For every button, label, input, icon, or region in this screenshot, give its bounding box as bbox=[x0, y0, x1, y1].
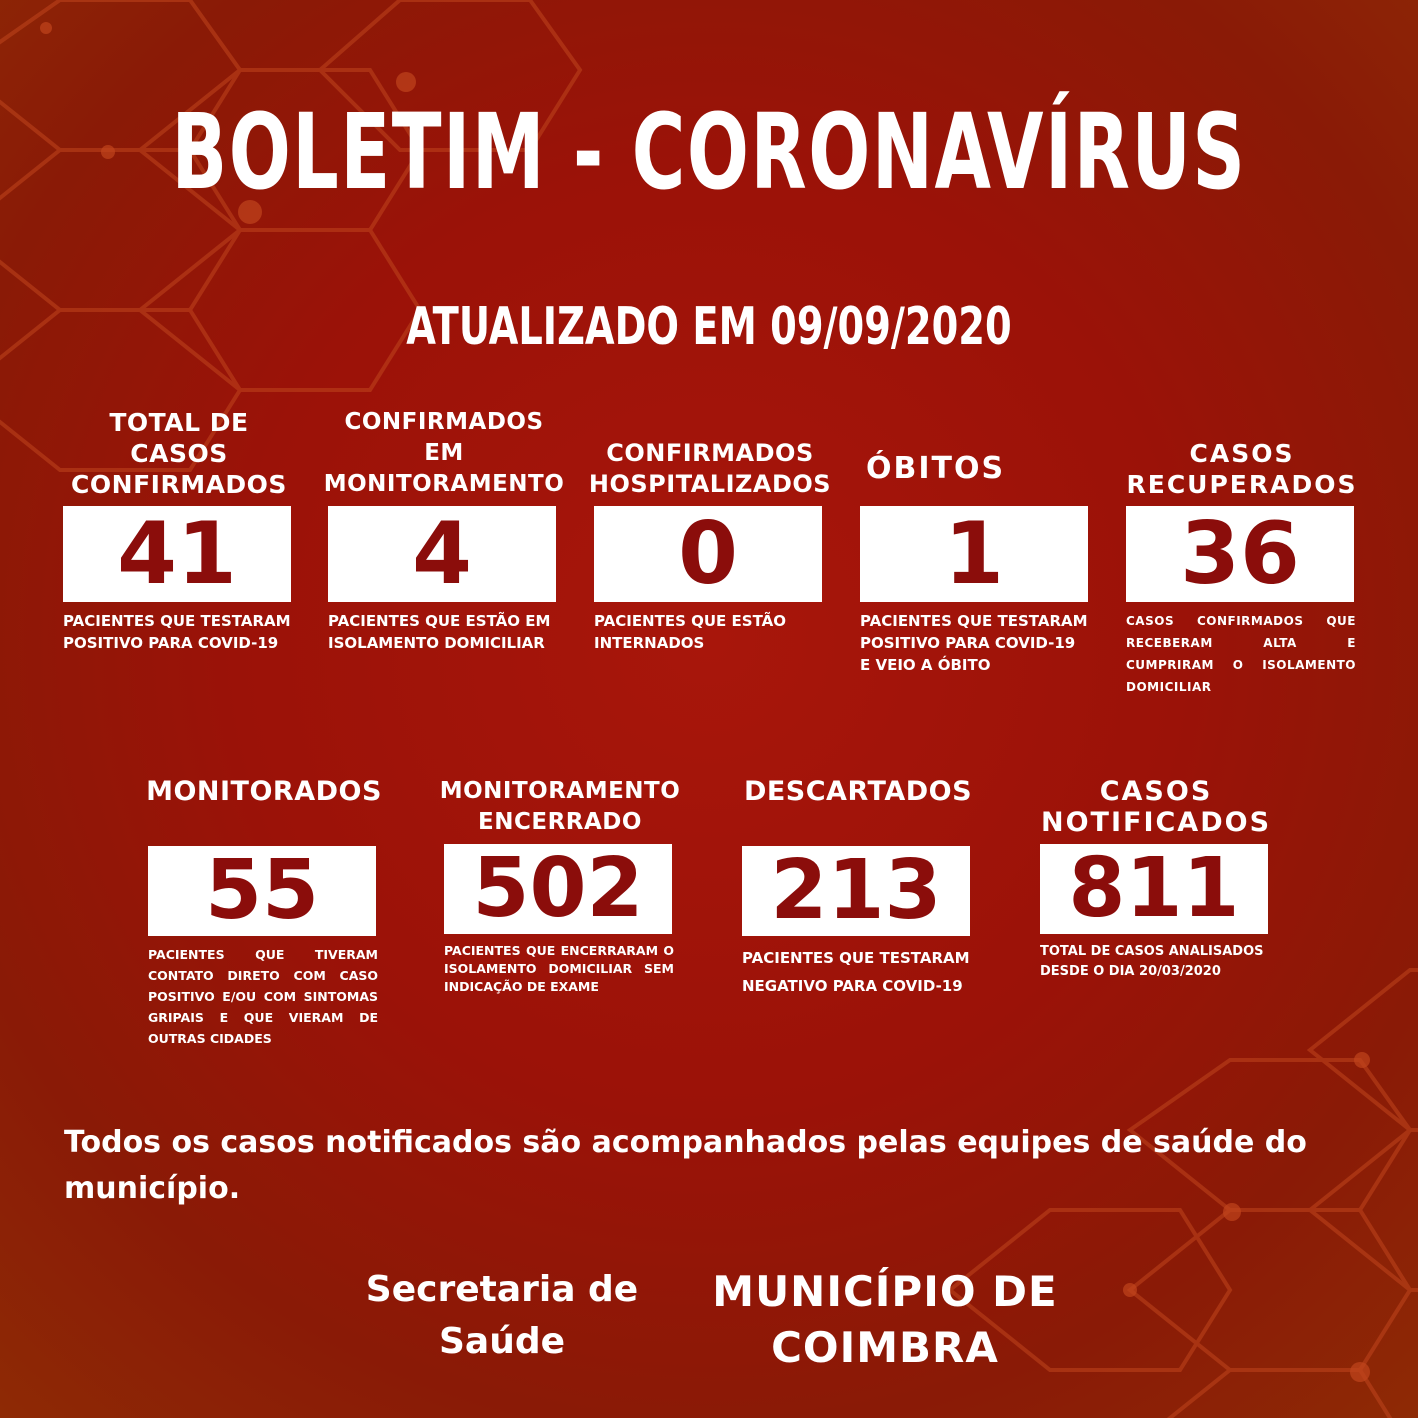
card-description: PACIENTES QUE TESTARAM POSITIVO PARA COVID-19 E VEIO A ÓBITO bbox=[860, 612, 1088, 674]
card-monitored bbox=[148, 774, 380, 1049]
card-value: 0 bbox=[678, 504, 738, 604]
card-description: PACIENTES QUE ESTÃO EM ISOLAMENTO DOMICILIAR bbox=[328, 612, 551, 652]
card-confirmed-monitoring bbox=[323, 409, 565, 654]
value-box bbox=[63, 506, 291, 602]
card-value: 36 bbox=[1180, 504, 1300, 604]
card-notified bbox=[1040, 774, 1272, 982]
card-value: 502 bbox=[472, 841, 644, 936]
value-box bbox=[860, 506, 1088, 602]
card-value: 4 bbox=[412, 504, 472, 604]
card-label: MONITORADOS bbox=[146, 776, 382, 807]
card-description: PACIENTES QUE TESTARAM POSITIVO PARA COVID-19 bbox=[63, 612, 291, 652]
card-description: CASOS CONFIRMADOS QUE RECEBERAM ALTA E CUMPRIRAM O ISOLAMENTO DOMICILIAR bbox=[1126, 614, 1356, 694]
health-secretariat-signature: Secretaria de Saúde bbox=[365, 1269, 639, 1362]
card-label: CONFIRMADOS HOSPITALIZADOS bbox=[588, 439, 832, 498]
card-label: CASOS RECUPERADOS bbox=[1126, 439, 1358, 499]
card-description: PACIENTES QUE TESTARAM NEGATIVO PARA COVID-19 bbox=[742, 949, 970, 995]
card-value: 213 bbox=[770, 843, 942, 938]
card-label: DESCARTADOS bbox=[743, 776, 973, 807]
value-box bbox=[444, 841, 672, 936]
card-description: PACIENTES QUE ENCERRARAM O ISOLAMENTO DOMICILIAR SEM INDICAÇÃO DE EXAME bbox=[444, 943, 674, 994]
card-description: PACIENTES QUE TIVERAM CONTATO DIRETO COM CASO POSITIVO E/OU COM SINTOMAS GRIPAIS E QUE VIERAM DE OUTRAS CIDADES bbox=[148, 947, 378, 1046]
card-label: CASOS NOTIFICADOS bbox=[1040, 776, 1272, 838]
card-discarded bbox=[742, 774, 974, 1000]
card-label: ÓBITOS bbox=[866, 450, 1006, 486]
municipality-signature: MUNICÍPIO DE COIMBRA bbox=[712, 1267, 1058, 1372]
card-label: TOTAL DE CASOS CONFIRMADOS bbox=[71, 408, 287, 499]
value-box bbox=[1126, 506, 1354, 602]
card-recovered bbox=[1126, 436, 1358, 698]
card-description: PACIENTES QUE ESTÃO INTERNADOS bbox=[594, 612, 786, 652]
value-box bbox=[742, 843, 970, 938]
card-value: 811 bbox=[1068, 841, 1240, 936]
page-title: BOLETIM - CORONAVÍRUS bbox=[171, 91, 1247, 213]
card-value: 1 bbox=[944, 504, 1004, 604]
card-label: CONFIRMADOS EM MONITORAMENTO bbox=[323, 409, 565, 497]
update-date: ATUALIZADO EM 09/09/2020 bbox=[406, 297, 1012, 357]
value-box bbox=[594, 506, 822, 602]
footer-note: Todos os casos notificados são acompanhados pelas equipes de saúde do município. bbox=[64, 1125, 1307, 1206]
card-value: 55 bbox=[204, 843, 320, 938]
card-total-confirmed bbox=[63, 408, 295, 654]
value-box bbox=[148, 843, 376, 938]
card-description: TOTAL DE CASOS ANALISADOS DESDE O DIA 20/03/2020 bbox=[1040, 944, 1264, 979]
card-monitoring-closed bbox=[439, 774, 681, 996]
card-deaths bbox=[860, 436, 1092, 676]
card-value: 41 bbox=[117, 504, 237, 604]
value-box bbox=[328, 506, 556, 602]
card-label: MONITORAMENTO ENCERRADO bbox=[439, 778, 681, 835]
value-box bbox=[1040, 841, 1268, 936]
card-confirmed-hospitalized bbox=[588, 436, 832, 654]
